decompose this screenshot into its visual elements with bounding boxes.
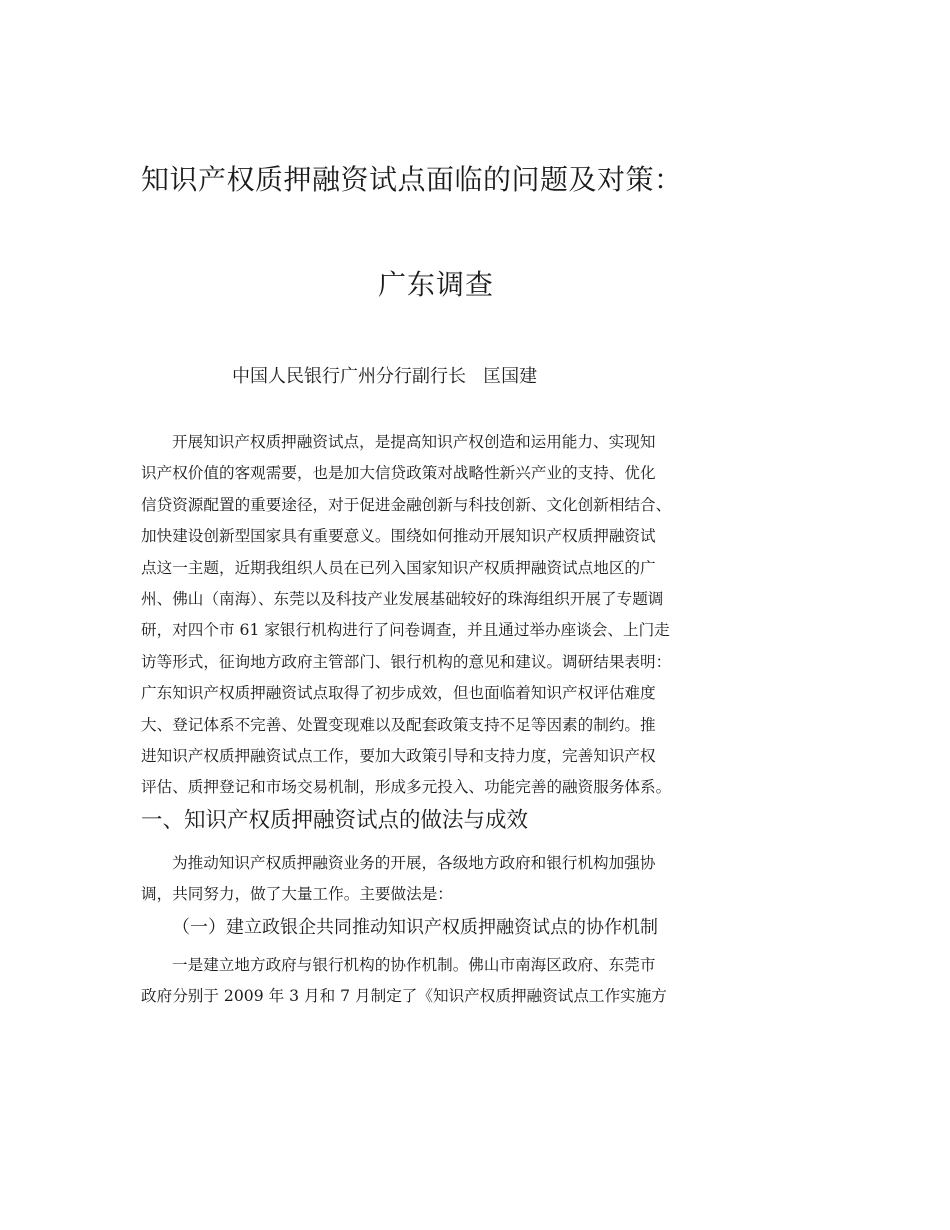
text-line: 访等形式，征询地方政府主管部门、银行机构的意见和建议。调研结果表明： xyxy=(141,652,672,671)
section-paragraph xyxy=(141,848,701,911)
text-line: 政府分别于 2009 年 3 月和 7 月制定了《知识产权质押融资试点工作实施方 xyxy=(141,987,667,1006)
text-line: 信贷资源配置的重要途径，对于促进金融创新与科技创新、文化创新相结合、 xyxy=(141,495,672,514)
text-line: 一是建立地方政府与银行机构的协作机制。佛山市南海区政府、东莞市 xyxy=(172,956,656,974)
author-line: 中国人民银行广州分行副行长 匡国建 xyxy=(232,366,538,387)
text-line: 进知识产权质押融资试点工作，要加大政策引导和支持力度，完善知识产权 xyxy=(141,746,656,765)
document-subtitle: 广东调查 xyxy=(378,268,495,301)
text-line: 研，对四个市 61 家银行机构进行了问卷调查，并且通过举办座谈会、上门走 xyxy=(141,621,670,640)
text-line: 点这一主题，近期我组织人员在已列入国家知识产权质押融资试点地区的广 xyxy=(141,558,656,577)
text-line: 加快建设创新型国家具有重要意义。围绕如何推动开展知识产权质押融资试 xyxy=(141,527,656,546)
text-line: 为推动知识产权质押融资业务的开展，各级地方政府和银行机构加强协 xyxy=(172,854,656,872)
intro-paragraph xyxy=(141,427,701,804)
text-line: 识产权价值的客观需要，也是加大信贷政策对战略性新兴产业的支持、优化 xyxy=(141,464,656,483)
subsection-heading: （一）建立政银企共同推动知识产权质押融资试点的协作机制 xyxy=(172,917,658,938)
text-line: 大、登记体系不完善、处置变现难以及配套政策支持不足等因素的制约。推 xyxy=(141,715,656,734)
text-line: 广东知识产权质押融资试点取得了初步成效，但也面临着知识产权评估难度 xyxy=(141,684,656,703)
text-line: 评估、质押登记和市场交易机制，形成多元投入、功能完善的融资服务体系。 xyxy=(141,778,672,797)
subsection-paragraph xyxy=(141,950,701,1013)
section-heading: 一、知识产权质押融资试点的做法与成效 xyxy=(141,808,529,833)
text-line: 州、佛山（南海）、东莞以及科技产业发展基础较好的珠海组织开展了专题调 xyxy=(141,589,664,608)
text-line: 开展知识产权质押融资试点，是提高知识产权创造和运用能力、实现知 xyxy=(172,433,656,451)
document-title: 知识产权质押融资试点面临的问题及对策： xyxy=(141,163,683,196)
text-line: 调，共同努力，做了大量工作。主要做法是： xyxy=(141,885,453,904)
